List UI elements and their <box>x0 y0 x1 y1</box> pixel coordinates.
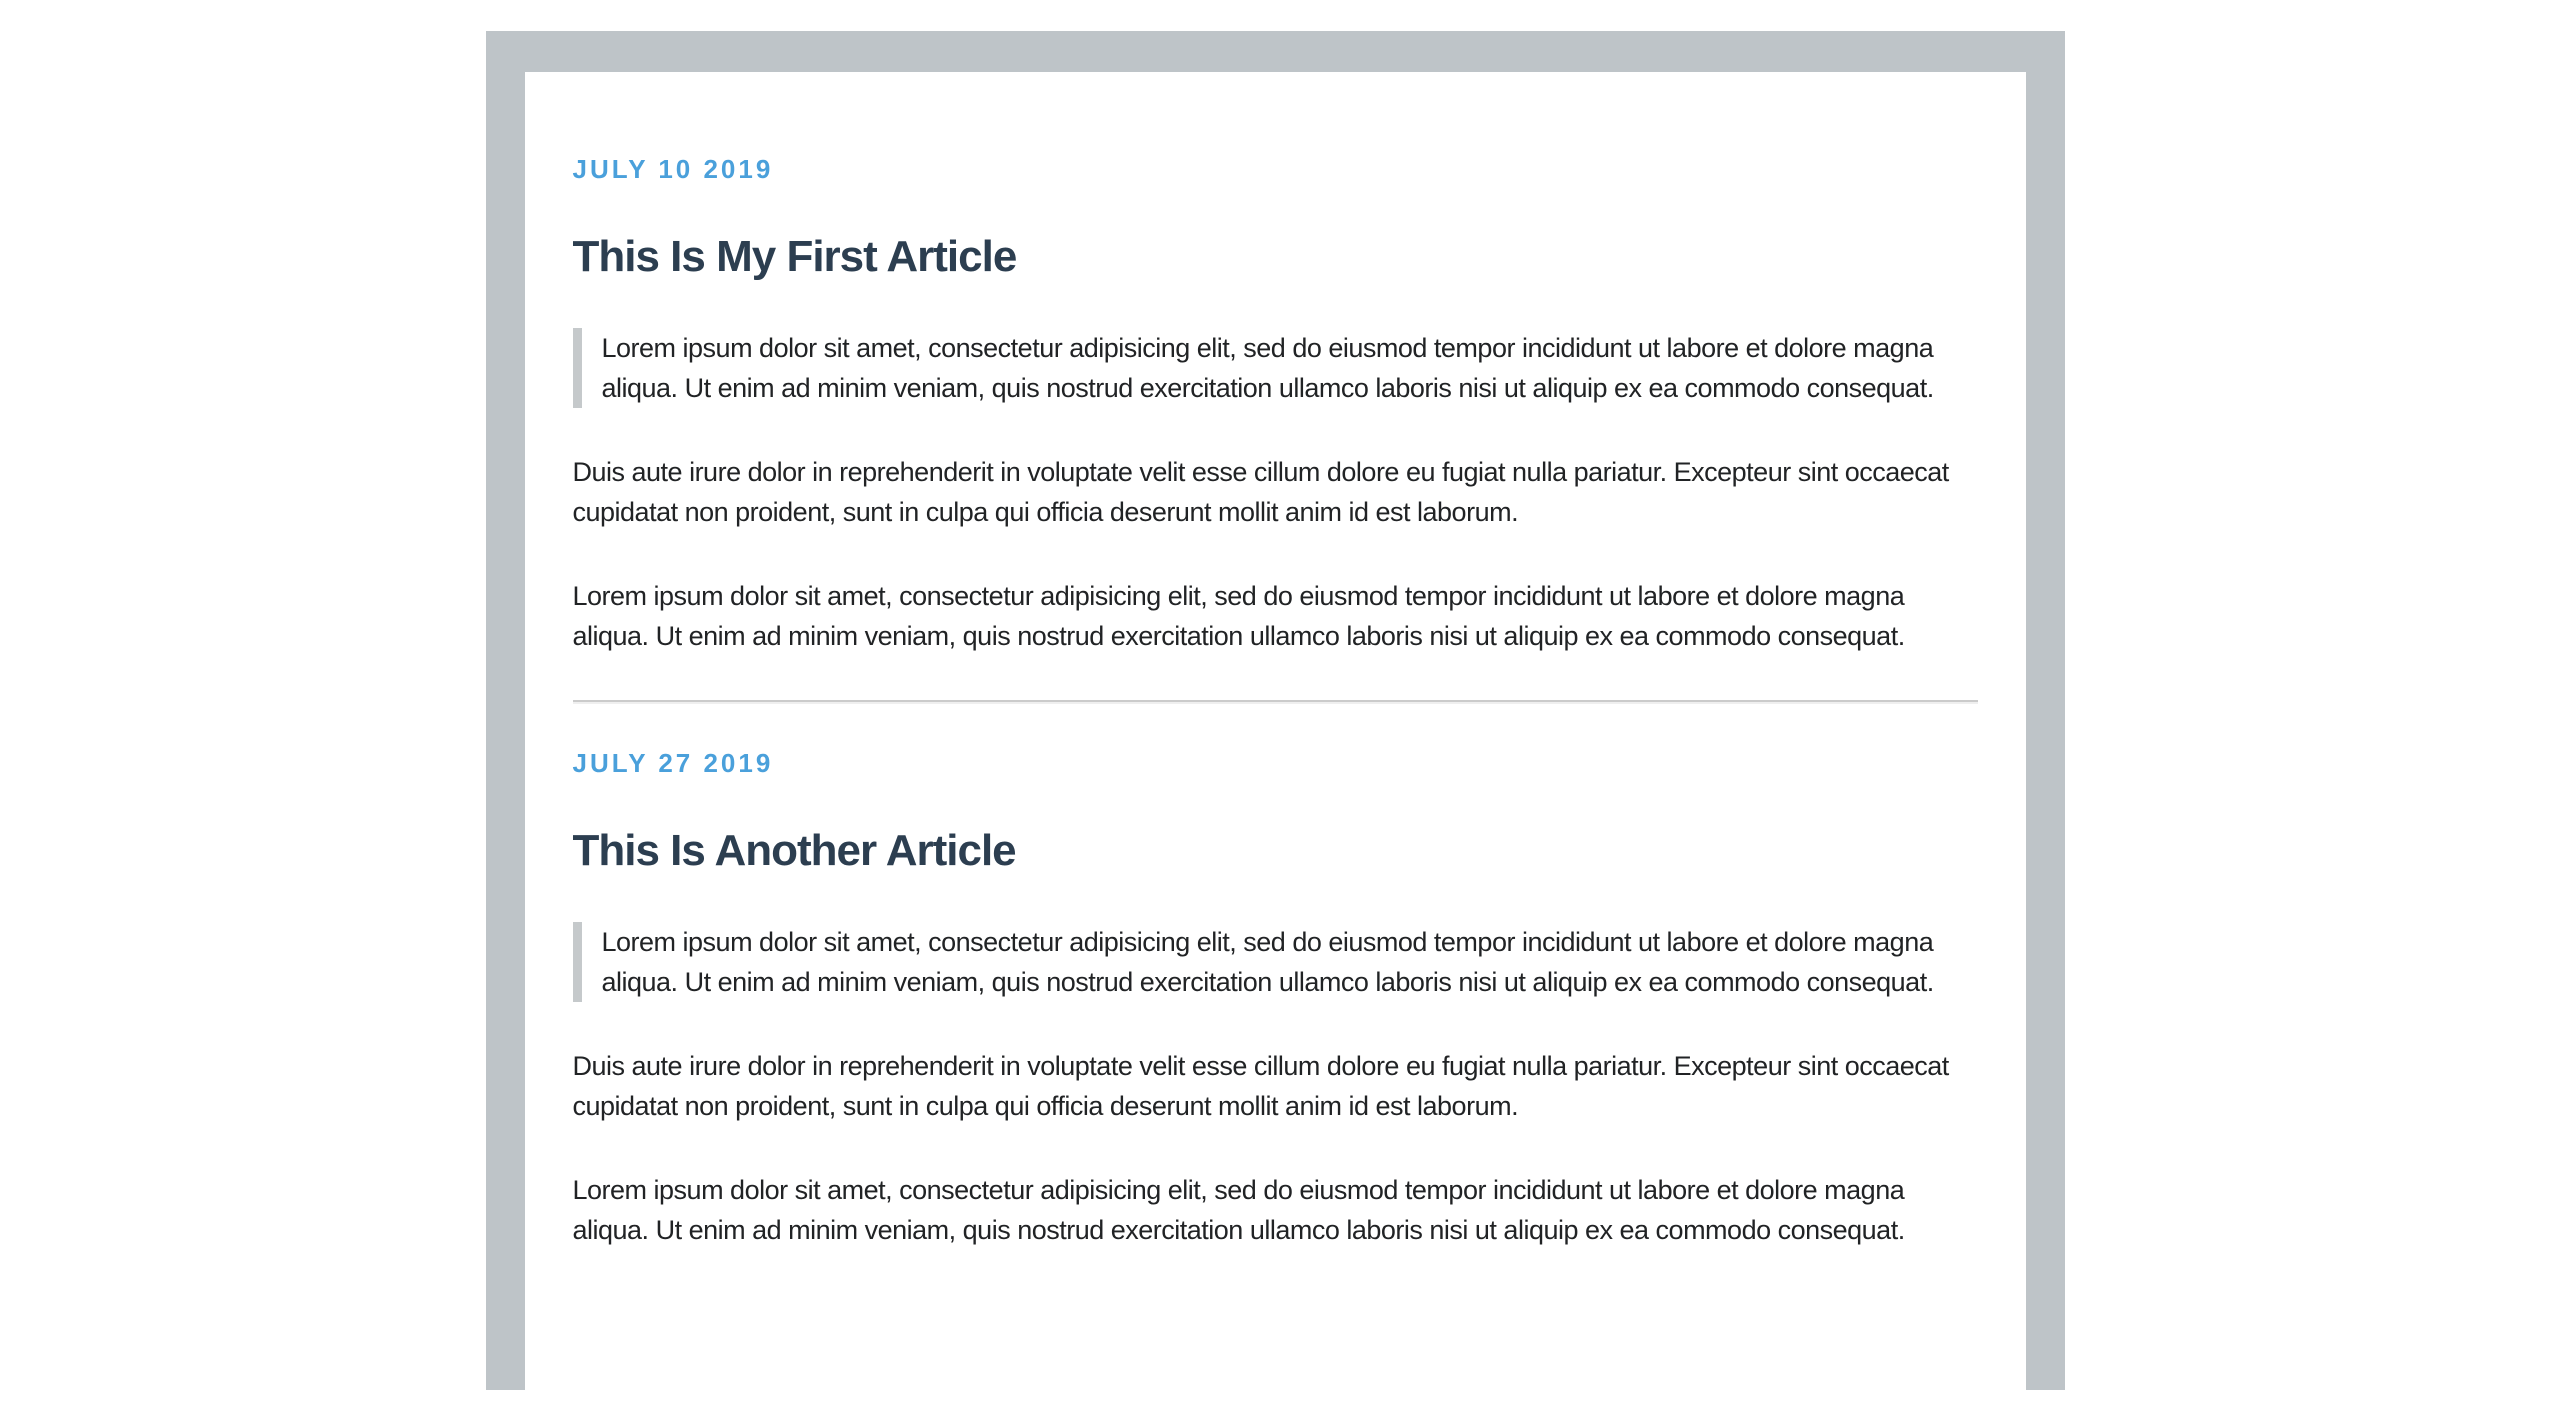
article-paragraph: Duis aute irure dolor in reprehenderit in voluptate velit esse cillum dolore eu fugiat nulla pariatur. Excepteur sint occaecat cupidatat non proident, sunt in culpa qui officia deserunt mollit anim id est laborum. <box>572 457 1949 527</box>
article-paragraph: Duis aute irure dolor in reprehenderit in voluptate velit esse cillum dolore eu fugiat nulla pariatur. Excepteur sint occaecat cupidatat non proident, sunt in culpa qui officia deserunt mollit anim id est laborum. <box>572 1051 1949 1121</box>
content-column <box>486 31 2065 1390</box>
article-date: JULY 10 2019 <box>572 154 774 184</box>
article-paragraph: Lorem ipsum dolor sit amet, consectetur adipisicing elit, sed do eiusmod tempor incididunt ut labore et dolore magna aliqua. Ut enim ad minim veniam, quis nostrud exercitation ullamco laboris nisi ut aliquip ex ea commodo consequat. <box>572 1175 1905 1245</box>
article-blockquote: Lorem ipsum dolor sit amet, consectetur adipisicing elit, sed do eiusmod tempor incididunt ut labore et dolore magna aliqua. Ut enim ad minim veniam, quis nostrud exercitation ullamco laboris nisi ut aliquip ex ea commodo consequat. <box>573 328 1968 408</box>
article-title-link[interactable]: This Is My First Article <box>572 232 1017 281</box>
article-2 <box>573 744 1978 1250</box>
article-1 <box>573 150 1978 656</box>
article-date: JULY 27 2019 <box>572 748 774 778</box>
article-blockquote: Lorem ipsum dolor sit amet, consectetur adipisicing elit, sed do eiusmod tempor incididunt ut labore et dolore magna aliqua. Ut enim ad minim veniam, quis nostrud exercitation ullamco laboris nisi ut aliquip ex ea commodo consequat. <box>573 922 1968 1002</box>
articles-card <box>525 72 2026 1390</box>
article-paragraph: Lorem ipsum dolor sit amet, consectetur adipisicing elit, sed do eiusmod tempor incididunt ut labore et dolore magna aliqua. Ut enim ad minim veniam, quis nostrud exercitation ullamco laboris nisi ut aliquip ex ea commodo consequat. <box>572 581 1905 651</box>
article-title-link[interactable]: This Is Another Article <box>572 826 1016 875</box>
article-divider <box>573 700 1978 704</box>
